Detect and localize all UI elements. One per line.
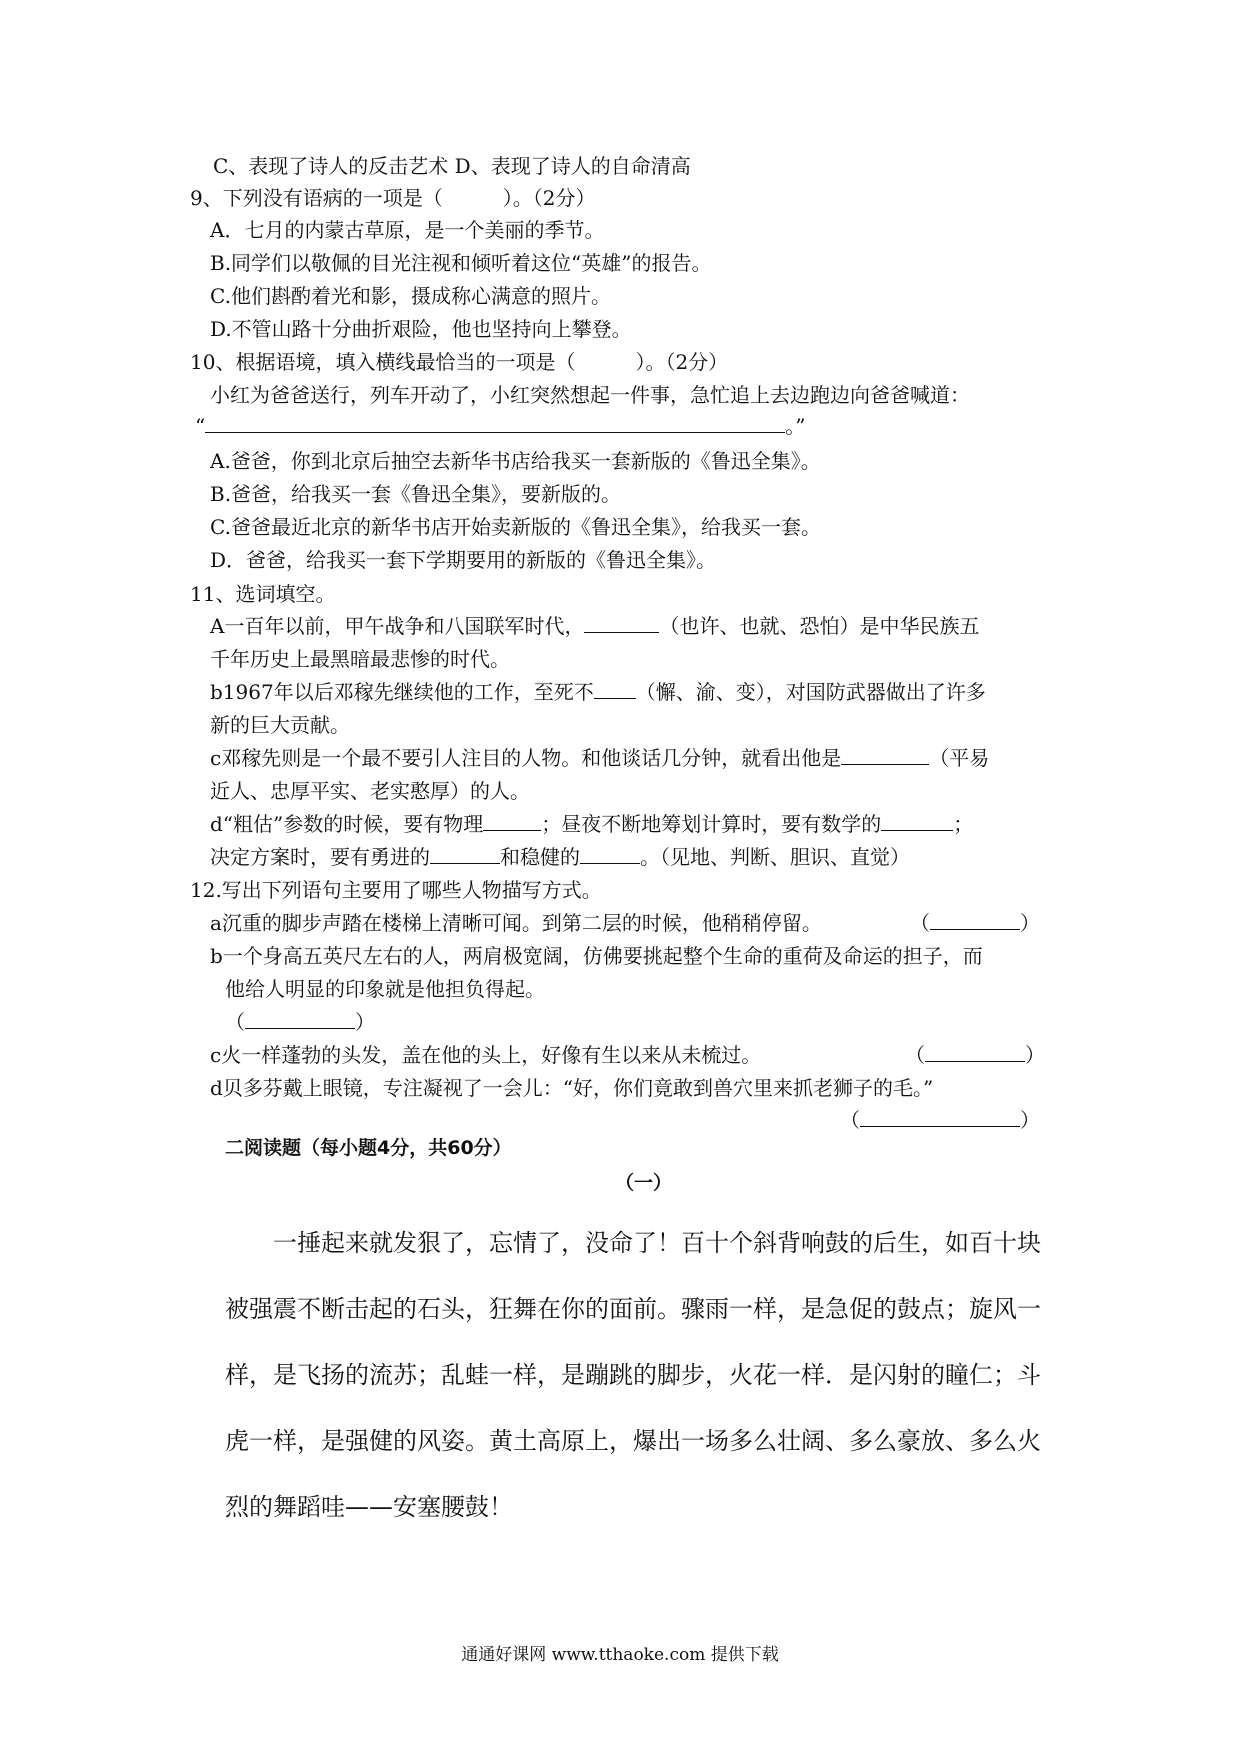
- q11-b-line1: [210, 680, 986, 704]
- q10-stem: [190, 350, 728, 374]
- q10-context: 小红为爸爸送行，列车开动了，小红突然想起一件事，急忙追上去边跑边向爸爸喊道：: [210, 383, 970, 407]
- q11-d-blank-2[interactable]: [881, 812, 953, 831]
- q11-a-blank[interactable]: [584, 614, 659, 633]
- q10-quote-close: 。”: [785, 414, 806, 438]
- q11-d-text-2: ；昼夜不断地筹划计算时，要有数学的: [541, 812, 882, 836]
- q12-a-answer: [910, 911, 1040, 935]
- q11-d-text-5: 和稳健的: [500, 845, 580, 869]
- q12-a: a沉重的脚步声踏在楼梯上清晰可闻。到第二层的时候，他稍稍停留。: [210, 911, 822, 935]
- q10-option-a: A.爸爸，你到北京后抽空去新华书店给我买一套新版的《鲁迅全集》。: [210, 449, 821, 473]
- q12-c-paren-close: ）: [1025, 1043, 1045, 1067]
- q9-option-d: D.不管山路十分曲折艰险，他也坚持向上攀登。: [210, 317, 632, 341]
- q9-stem-b: ）。（2分）: [502, 186, 596, 210]
- q12-stem: 12.写出下列语句主要用了哪些人物描写方式。: [190, 878, 602, 902]
- q11-c-text: c邓稼先则是一个最不要引人注目的人物。和他谈话几分钟，就看出他是: [210, 746, 842, 770]
- q12-d-paren-open: （: [840, 1108, 860, 1132]
- q11-a-choices: （也许、也就、恐怕）是中华民族五: [659, 614, 980, 638]
- q12-a-paren-close: ）: [1020, 911, 1040, 935]
- q11-d-line1: [210, 812, 973, 836]
- q11-d-blank-1[interactable]: [483, 812, 541, 831]
- q10-blank[interactable]: [205, 414, 785, 433]
- q11-b-blank[interactable]: [594, 680, 636, 699]
- q12-b-line1: b一个身高五英尺左右的人，两肩极宽阔，仿佛要挑起整个生命的重荷及命运的担子，而: [210, 944, 983, 968]
- q11-c-choices: （平易: [929, 746, 990, 770]
- q9-stem: [190, 186, 595, 210]
- q11-d-line2: [210, 845, 910, 869]
- section2-title: 二阅读题（每小题4分，共60分）: [225, 1137, 512, 1159]
- q10-stem-a: 10、根据语境，填入横线最恰当的一项是（: [190, 350, 576, 374]
- q12-a-paren-open: （: [910, 911, 930, 935]
- q11-c-line2: 近人、忠厚平实、老实憨厚）的人。: [210, 779, 530, 803]
- q12-c-paren-open: （: [905, 1043, 925, 1067]
- q11-b-text: b1967年以后邓稼先继续他的工作，至死不: [210, 680, 594, 704]
- footer-source: 通通好课网 www.tthaoke.com 提供下载: [461, 1645, 779, 1665]
- q11-a-line2: 千年历史上最黑暗最悲惨的时代。: [210, 647, 510, 671]
- q10-option-b: B.爸爸，给我买一套《鲁迅全集》，要新版的。: [210, 482, 622, 506]
- q10-option-c: C.爸爸最近北京的新华书店开始卖新版的《鲁迅全集》，给我买一套。: [210, 515, 821, 539]
- q9-stem-a: 9、下列没有语病的一项是（: [190, 186, 443, 210]
- q11-c-blank[interactable]: [841, 746, 929, 765]
- q12-a-blank[interactable]: [930, 911, 1020, 930]
- q9-option-b: B.同学们以敬佩的目光注视和倾听着这位“英雄”的报告。: [210, 251, 712, 275]
- q10-stem-b: ）。（2分）: [635, 350, 729, 374]
- q11-d-text-3: ；: [953, 812, 974, 836]
- q11-a-text: A一百年以前，甲午战争和八国联军时代，: [210, 614, 585, 638]
- q12-c: c火一样蓬勃的头发，盖在他的头上，好像有生以来从未梳过。: [210, 1043, 762, 1067]
- q11-d-blank-4[interactable]: [580, 845, 640, 864]
- q11-stem: 11、选词填空。: [190, 582, 336, 606]
- q11-b-choices: （懈、渝、变），对国防武器做出了许多: [635, 680, 986, 704]
- q12-b-blank[interactable]: [245, 1010, 355, 1029]
- q11-d-text-1: d“粗估”参数的时候，要有物理: [210, 812, 484, 836]
- q10-quote-open: “: [195, 414, 206, 438]
- q11-b-line2: 新的巨大贡献。: [210, 713, 350, 737]
- q10-option-d: D．爸爸，给我买一套下学期要用的新版的《鲁迅全集》。: [210, 548, 717, 572]
- q10-answer-line: [195, 414, 805, 438]
- q11-d-choices: 。（见地、判断、胆识、直觉）: [640, 845, 910, 869]
- reading-passage: 一捶起来就发狠了，忘情了，没命了！百十个斜背响鼓的后生，如百十块被强震不断击起的石头，狂舞在你的面前。骤雨一样，是急促的鼓点；旋风一样，是飞扬的流苏；乱蛙一样，是蹦跳的脚步，火花一样．是闪射的瞳仁；斗虎一样，是强健的风姿。黄土高原上，爆出一场多么壮阔、多么豪放、多么火烈的舞蹈哇——安塞腰鼓！: [225, 1229, 1041, 1521]
- q9-option-c: C.他们斟酌着光和影，摄成称心满意的照片。: [210, 284, 611, 308]
- q12-c-blank[interactable]: [925, 1043, 1025, 1062]
- q9-option-a: A．七月的内蒙古草原，是一个美丽的季节。: [210, 218, 605, 242]
- q12-d-answer: [840, 1108, 1040, 1132]
- q12-b-answer: [225, 1010, 375, 1034]
- section2-subtitle: （一）: [615, 1172, 673, 1194]
- q11-d-blank-3[interactable]: [430, 845, 500, 864]
- q12-d: d贝多芬戴上眼镜，专注凝视了一会儿：“好，你们竟敢到兽穴里来抓老狮子的毛。”: [210, 1076, 934, 1100]
- q12-d-paren-close: ）: [1020, 1108, 1040, 1132]
- q11-d-text-4: 决定方案时，要有勇进的: [210, 845, 430, 869]
- q12-b-paren-open: （: [225, 1010, 245, 1034]
- q11-a-line1: [210, 614, 979, 638]
- q12-b-line2: 他给人明显的印象就是他担负得起。: [225, 977, 545, 1001]
- q8-options-cd: C、表现了诗人的反击艺术 D、表现了诗人的自命清高: [213, 154, 691, 178]
- q11-c-line1: [210, 746, 989, 770]
- q12-c-answer: [905, 1043, 1045, 1067]
- q12-d-blank[interactable]: [860, 1108, 1020, 1127]
- q12-b-paren-close: ）: [355, 1010, 375, 1034]
